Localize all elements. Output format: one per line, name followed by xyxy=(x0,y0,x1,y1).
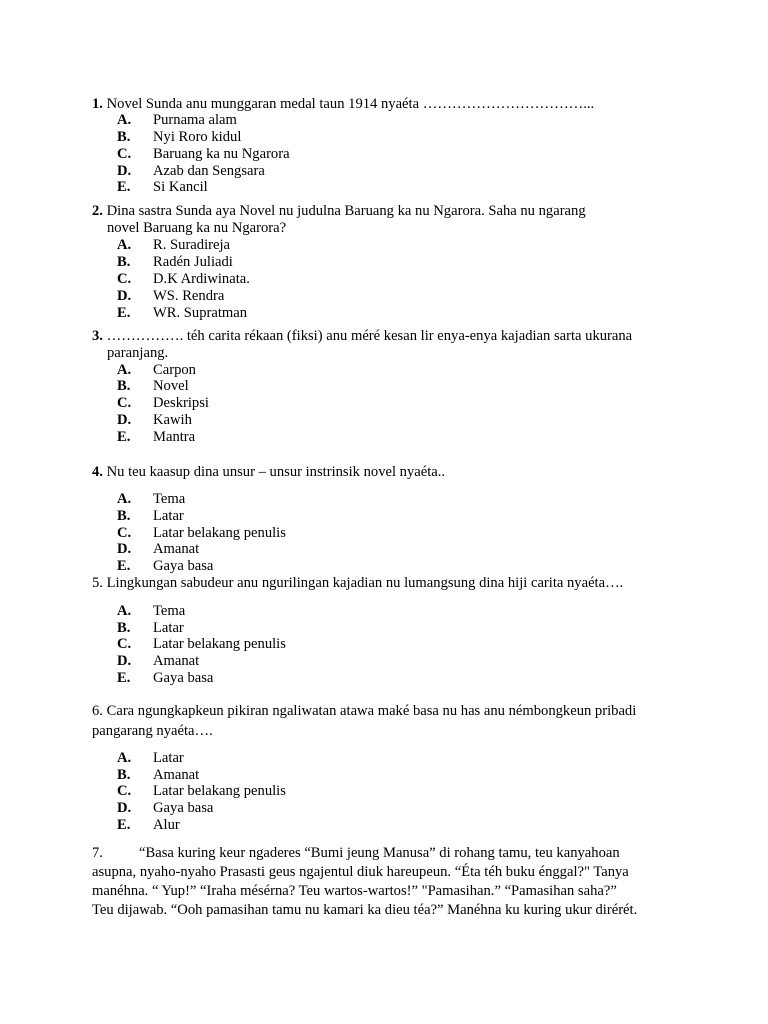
question-4-option-e-letter: E. xyxy=(117,558,131,574)
question-2-option-a-text: R. Suradireja xyxy=(153,237,231,253)
question-4-number: 4. xyxy=(92,464,103,480)
question-6-option-e-letter: E. xyxy=(117,817,131,833)
question-1-text: Novel Sunda anu munggaran medal taun 1914 nyaéta ……………………………... xyxy=(106,96,595,112)
question-2-option-a-letter: A. xyxy=(117,237,132,253)
question-6-option-d-letter: D. xyxy=(117,800,132,816)
question-6-option-e-text: Alur xyxy=(153,817,180,833)
question-1-line-1 xyxy=(92,96,594,113)
question-2-number: 2. xyxy=(92,203,103,219)
question-3-option-a-text: Carpon xyxy=(153,362,196,378)
question-4-option-a-letter: A. xyxy=(117,491,132,507)
question-2-option-e-text: WR. Supratman xyxy=(153,305,248,321)
question-2-line-2: novel Baruang ka nu Ngarora? xyxy=(107,220,287,236)
question-7-number: 7. xyxy=(92,845,103,861)
question-2-option-b-letter: B. xyxy=(117,254,131,270)
question-1-option-b-letter: B. xyxy=(117,129,131,145)
question-1-option-c-text: Baruang ka nu Ngarora xyxy=(153,146,290,162)
question-4-line-1 xyxy=(92,464,445,481)
question-6-option-b-letter: B. xyxy=(117,767,131,783)
question-5-option-e-text: Gaya basa xyxy=(153,670,214,686)
question-4-option-c-text: Latar belakang penulis xyxy=(153,525,286,541)
question-3-option-b-letter: B. xyxy=(117,378,131,394)
question-6-line-2: pangarang nyaéta…. xyxy=(92,723,213,739)
question-5-text: Lingkungan sabudeur anu ngurilingan kajadian nu lumangsung dina hiji carita nyaéta…. xyxy=(106,575,624,591)
question-3-option-e-letter: E. xyxy=(117,429,131,445)
question-3-option-c-text: Deskripsi xyxy=(153,395,209,411)
question-7-line-4: Teu dijawab. “Ooh pamasihan tamu nu kamari ka dieu téa?” Manéhna ku kuring ukur dirérét. xyxy=(92,902,638,918)
question-1-number: 1. xyxy=(92,96,103,112)
question-6-option-c-text: Latar belakang penulis xyxy=(153,783,286,799)
question-2-option-c-letter: C. xyxy=(117,271,132,287)
question-4-option-c-letter: C. xyxy=(117,525,132,541)
question-4-option-d-text: Amanat xyxy=(153,541,200,557)
question-2-text-1: Dina sastra Sunda aya Novel nu judulna Baruang ka nu Ngarora. Saha nu ngarang xyxy=(106,203,586,219)
question-4-text: Nu teu kaasup dina unsur – unsur instrinsik novel nyaéta.. xyxy=(106,464,446,480)
question-6-option-a-letter: A. xyxy=(117,750,132,766)
question-1-option-b-text: Nyi Roro kidul xyxy=(153,129,242,145)
question-4-option-a-text: Tema xyxy=(153,491,186,507)
question-5-number: 5. xyxy=(92,575,103,591)
question-6-number: 6. xyxy=(92,703,103,719)
question-5-option-b-text: Latar xyxy=(153,620,184,636)
question-6-option-c-letter: C. xyxy=(117,783,132,799)
question-1-option-d-letter: D. xyxy=(117,163,132,179)
question-5-option-c-text: Latar belakang penulis xyxy=(153,636,286,652)
question-5-option-c-letter: C. xyxy=(117,636,132,652)
question-4-option-b-text: Latar xyxy=(153,508,184,524)
question-1-option-a-text: Purnama alam xyxy=(153,112,237,128)
question-6-option-a-text: Latar xyxy=(153,750,184,766)
question-2-line-1 xyxy=(92,203,586,220)
question-7-line-1: “Basa kuring keur ngaderes “Bumi jeung Manusa” di rohang tamu, teu kanyahoan xyxy=(139,845,620,861)
question-5-option-b-letter: B. xyxy=(117,620,131,636)
question-1-option-a-letter: A. xyxy=(117,112,132,128)
question-5-option-a-text: Tema xyxy=(153,603,186,619)
question-2-option-e-letter: E. xyxy=(117,305,131,321)
question-4-option-e-text: Gaya basa xyxy=(153,558,214,574)
question-5-option-a-letter: A. xyxy=(117,603,132,619)
question-2-option-c-text: D.K Ardiwinata. xyxy=(153,271,250,287)
question-1-option-c-letter: C. xyxy=(117,146,132,162)
question-3-line-2: paranjang. xyxy=(107,345,169,361)
question-1-option-d-text: Azab dan Sengsara xyxy=(153,163,265,179)
question-3-line-1 xyxy=(92,328,632,345)
question-4-option-b-letter: B. xyxy=(117,508,131,524)
question-5-option-d-text: Amanat xyxy=(153,653,200,669)
question-3-option-c-letter: C. xyxy=(117,395,132,411)
question-6-text-1: Cara ngungkapkeun pikiran ngaliwatan atawa maké basa nu has anu némbongkeun pribadi xyxy=(106,703,637,719)
question-2-option-b-text: Radén Juliadi xyxy=(153,254,233,270)
question-5-option-e-letter: E. xyxy=(117,670,131,686)
question-3-text-1: ……………. téh carita rékaan (fiksi) anu méré kesan lir enya-enya kajadian sarta ukurana xyxy=(106,328,633,344)
question-2-option-d-text: WS. Rendra xyxy=(153,288,225,304)
question-6-option-d-text: Gaya basa xyxy=(153,800,214,816)
question-6-option-b-text: Amanat xyxy=(153,767,200,783)
question-3-option-a-letter: A. xyxy=(117,362,132,378)
question-5-line-1 xyxy=(92,575,623,592)
question-3-number: 3. xyxy=(92,328,103,344)
question-3-option-b-text: Novel xyxy=(153,378,189,394)
question-7-line-3: manéhna. “ Yup!” “Iraha mésérna? Teu wartos-wartos!” "Pamasihan.” “Pamasihan saha?” xyxy=(92,883,617,899)
question-4-option-d-letter: D. xyxy=(117,541,132,557)
question-1-option-e-text: Si Kancil xyxy=(153,179,208,195)
question-2-option-d-letter: D. xyxy=(117,288,132,304)
question-3-option-e-text: Mantra xyxy=(153,429,196,445)
question-3-option-d-letter: D. xyxy=(117,412,132,428)
question-5-option-d-letter: D. xyxy=(117,653,132,669)
question-3-option-d-text: Kawih xyxy=(153,412,192,428)
question-6-line-1 xyxy=(92,703,636,720)
question-7-line-2: asupna, nyaho-nyaho Prasasti geus ngajentul diuk hareupeun. “Éta téh buku énggal?" Tanya xyxy=(92,864,629,880)
question-1-option-e-letter: E. xyxy=(117,179,131,195)
